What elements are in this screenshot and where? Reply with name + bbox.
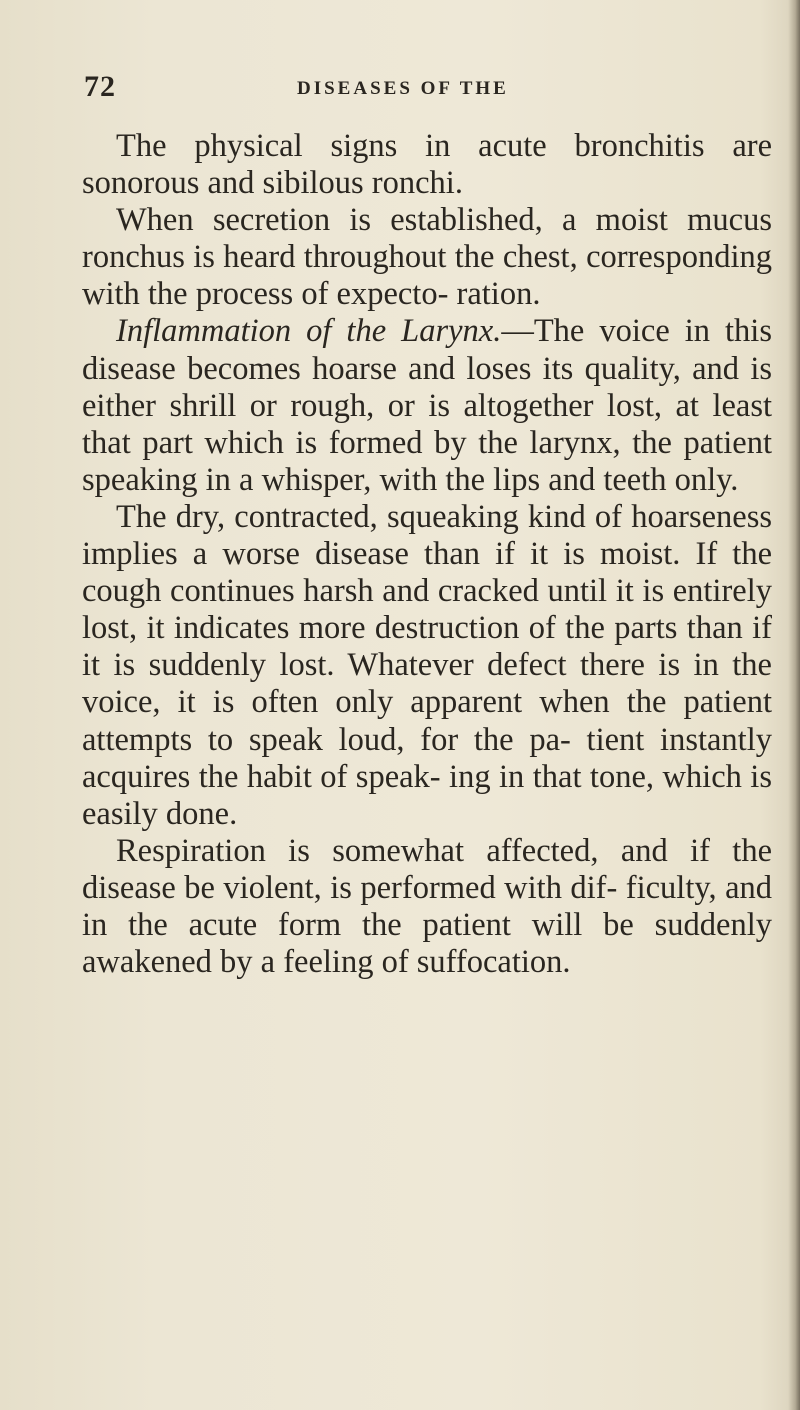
page-number: 72	[84, 70, 116, 103]
body-text	[82, 128, 772, 981]
page-edge-shadow	[788, 0, 800, 1410]
paragraph	[82, 128, 772, 202]
section-heading: Inflammation of the Larynx.	[116, 313, 502, 350]
paragraph	[82, 499, 772, 833]
paragraph	[82, 833, 772, 981]
paragraph-text: The dry, contracted, squeaking kind of hoarseness implies a worse disease than if it is moist. If the cough continues harsh and cracked until it is entirely lost, it indicates more destruction of the parts than if it is suddenly lost. Whatever defect there is in the voice, it is often only apparent when the patient attempts to speak loud, for the pa- tient instantly acquires the habit of speak- ing in that tone, which is easily done.	[82, 498, 772, 832]
paragraph-text: When secretion is established, a moist mucus ronchus is heard throughout the chest, corresponding with the process of expecto- ration.	[82, 202, 772, 313]
paragraph-text: The physical signs in acute bronchitis are sonorous and sibilous ronchi.	[82, 128, 772, 202]
paragraph	[82, 313, 772, 498]
paragraph-text: Respiration is somewhat affected, and if the disease be violent, is performed with dif- ficulty, and in the acute form the patient will be suddenly awakened by a feeling of suffocation.	[82, 832, 772, 981]
paragraph-text: —The voice in this disease becomes hoarse and loses its quality, and is either shrill or rough, or is altogether lost, at least that part which is formed by the larynx, the patient speaking in a whisper, with the lips and teeth only.	[82, 313, 772, 498]
running-head: DISEASES OF THE	[297, 78, 509, 99]
paragraph	[82, 202, 772, 313]
page-header	[0, 70, 800, 110]
